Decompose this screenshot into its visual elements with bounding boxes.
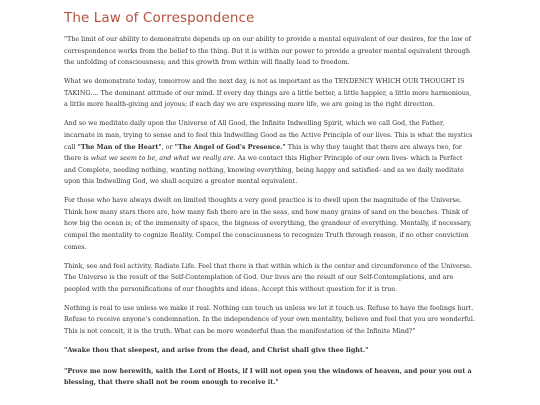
scripture-quote-1: "Awake thou that sleepest, and arise from the dead, and Christ shall give thee light." (64, 346, 369, 354)
paragraph-3 (64, 118, 476, 188)
paragraph-3-text-g: As we contact this Higher Principle of our own lives- which is Perfect and Complete, needing nothing, wanting nothing, knowing everything, being happy and satisfied- and as we daily meditate upon this Indwelling God, we shall acquire a greater mental equivalent. (64, 154, 464, 186)
man-of-the-heart-phrase: "The Man of the Heart" (77, 142, 162, 151)
paragraph-6: Nothing is real to use unless we make it real. Nothing can touch us unless we let it touch us. Refuse to have the feelings hurt. Refuse to receive anyone's condemnation. In the independence of your own mentality, believe and feel that you are wonderful. This is not conceit, it is the truth. What can be more wonderful than the manifestation of the Infinite Mind?" (64, 303, 475, 336)
paragraph-3-text-e: This is why they taught that there are always two, for there is (64, 142, 462, 163)
paragraph-3-text-c: , or (161, 142, 175, 151)
paragraph-2: What we demonstrate today, tomorrow and the next day, is not as important as the TENDENCY WHICH OUR THOUGHT IS TAKING.... The dominant attitude of our mind. If every day things are a little better, a little happier, a little more harmonious, a little more health-giving and joyous; if each day we are expressing more life, we are going in the right direction. (64, 77, 472, 109)
seem-vs-really-phrase: what we seem to be, and what we really are. (90, 154, 236, 163)
paragraph-1: "The limit of our ability to demonstrate depends up on our ability to provide a mental equivalent of our desires, for the law of correspondence works from the belief to the thing. But it is within our power to provide a greater mental equivalent through the unfolding of consciousness; and this growth from within will finally lead to freedom. (64, 35, 471, 67)
paragraph-5: Think, see and feel activity. Radiate Life. Feel that there is that within which is the center and circumference of the Universe. The Universe is the result of the Self-Contemplation of God. Our lives are the result of our Self-Contemplations, and are peopled with the personifications of our thoughts and ideas. Accept this without question for it is true. (64, 261, 472, 293)
paragraph-3-text-a: And so we meditate daily upon the Universe of All Good, the Infinite Indwelling Spirit, which we call God, the Father, incarnate in man, trying to sense and to feel this Indwelling Good as the Active Principle of our lives. This is what the mystics call (64, 119, 473, 151)
page-title: The Law of Correspondence (64, 10, 255, 26)
paragraph-4: For those who have always dwelt on limited thoughts a very good practice is to dwell upon the magnitude of the Universe. Think how many stars there are, how many fish there are in the seas, and how many grains of sand on the beaches. Think of how big the ocean is; of the immensity of space, the bigness of everything, the grandeur of everything. Mentally, if necessary, compel the mentality to cognize Reality. Compel the consciousness to recognize Truth through reason, if no other conviction comes. (64, 196, 472, 251)
scripture-quote-2: "Prove me now herewith, saith the Lord of Hosts, if I will not open you the windows of heaven, and pour you out a blessing, that there shall not be room enough to receive it." (64, 366, 472, 387)
angel-of-gods-presence-phrase: "The Angel of God's Presence." (174, 142, 286, 151)
